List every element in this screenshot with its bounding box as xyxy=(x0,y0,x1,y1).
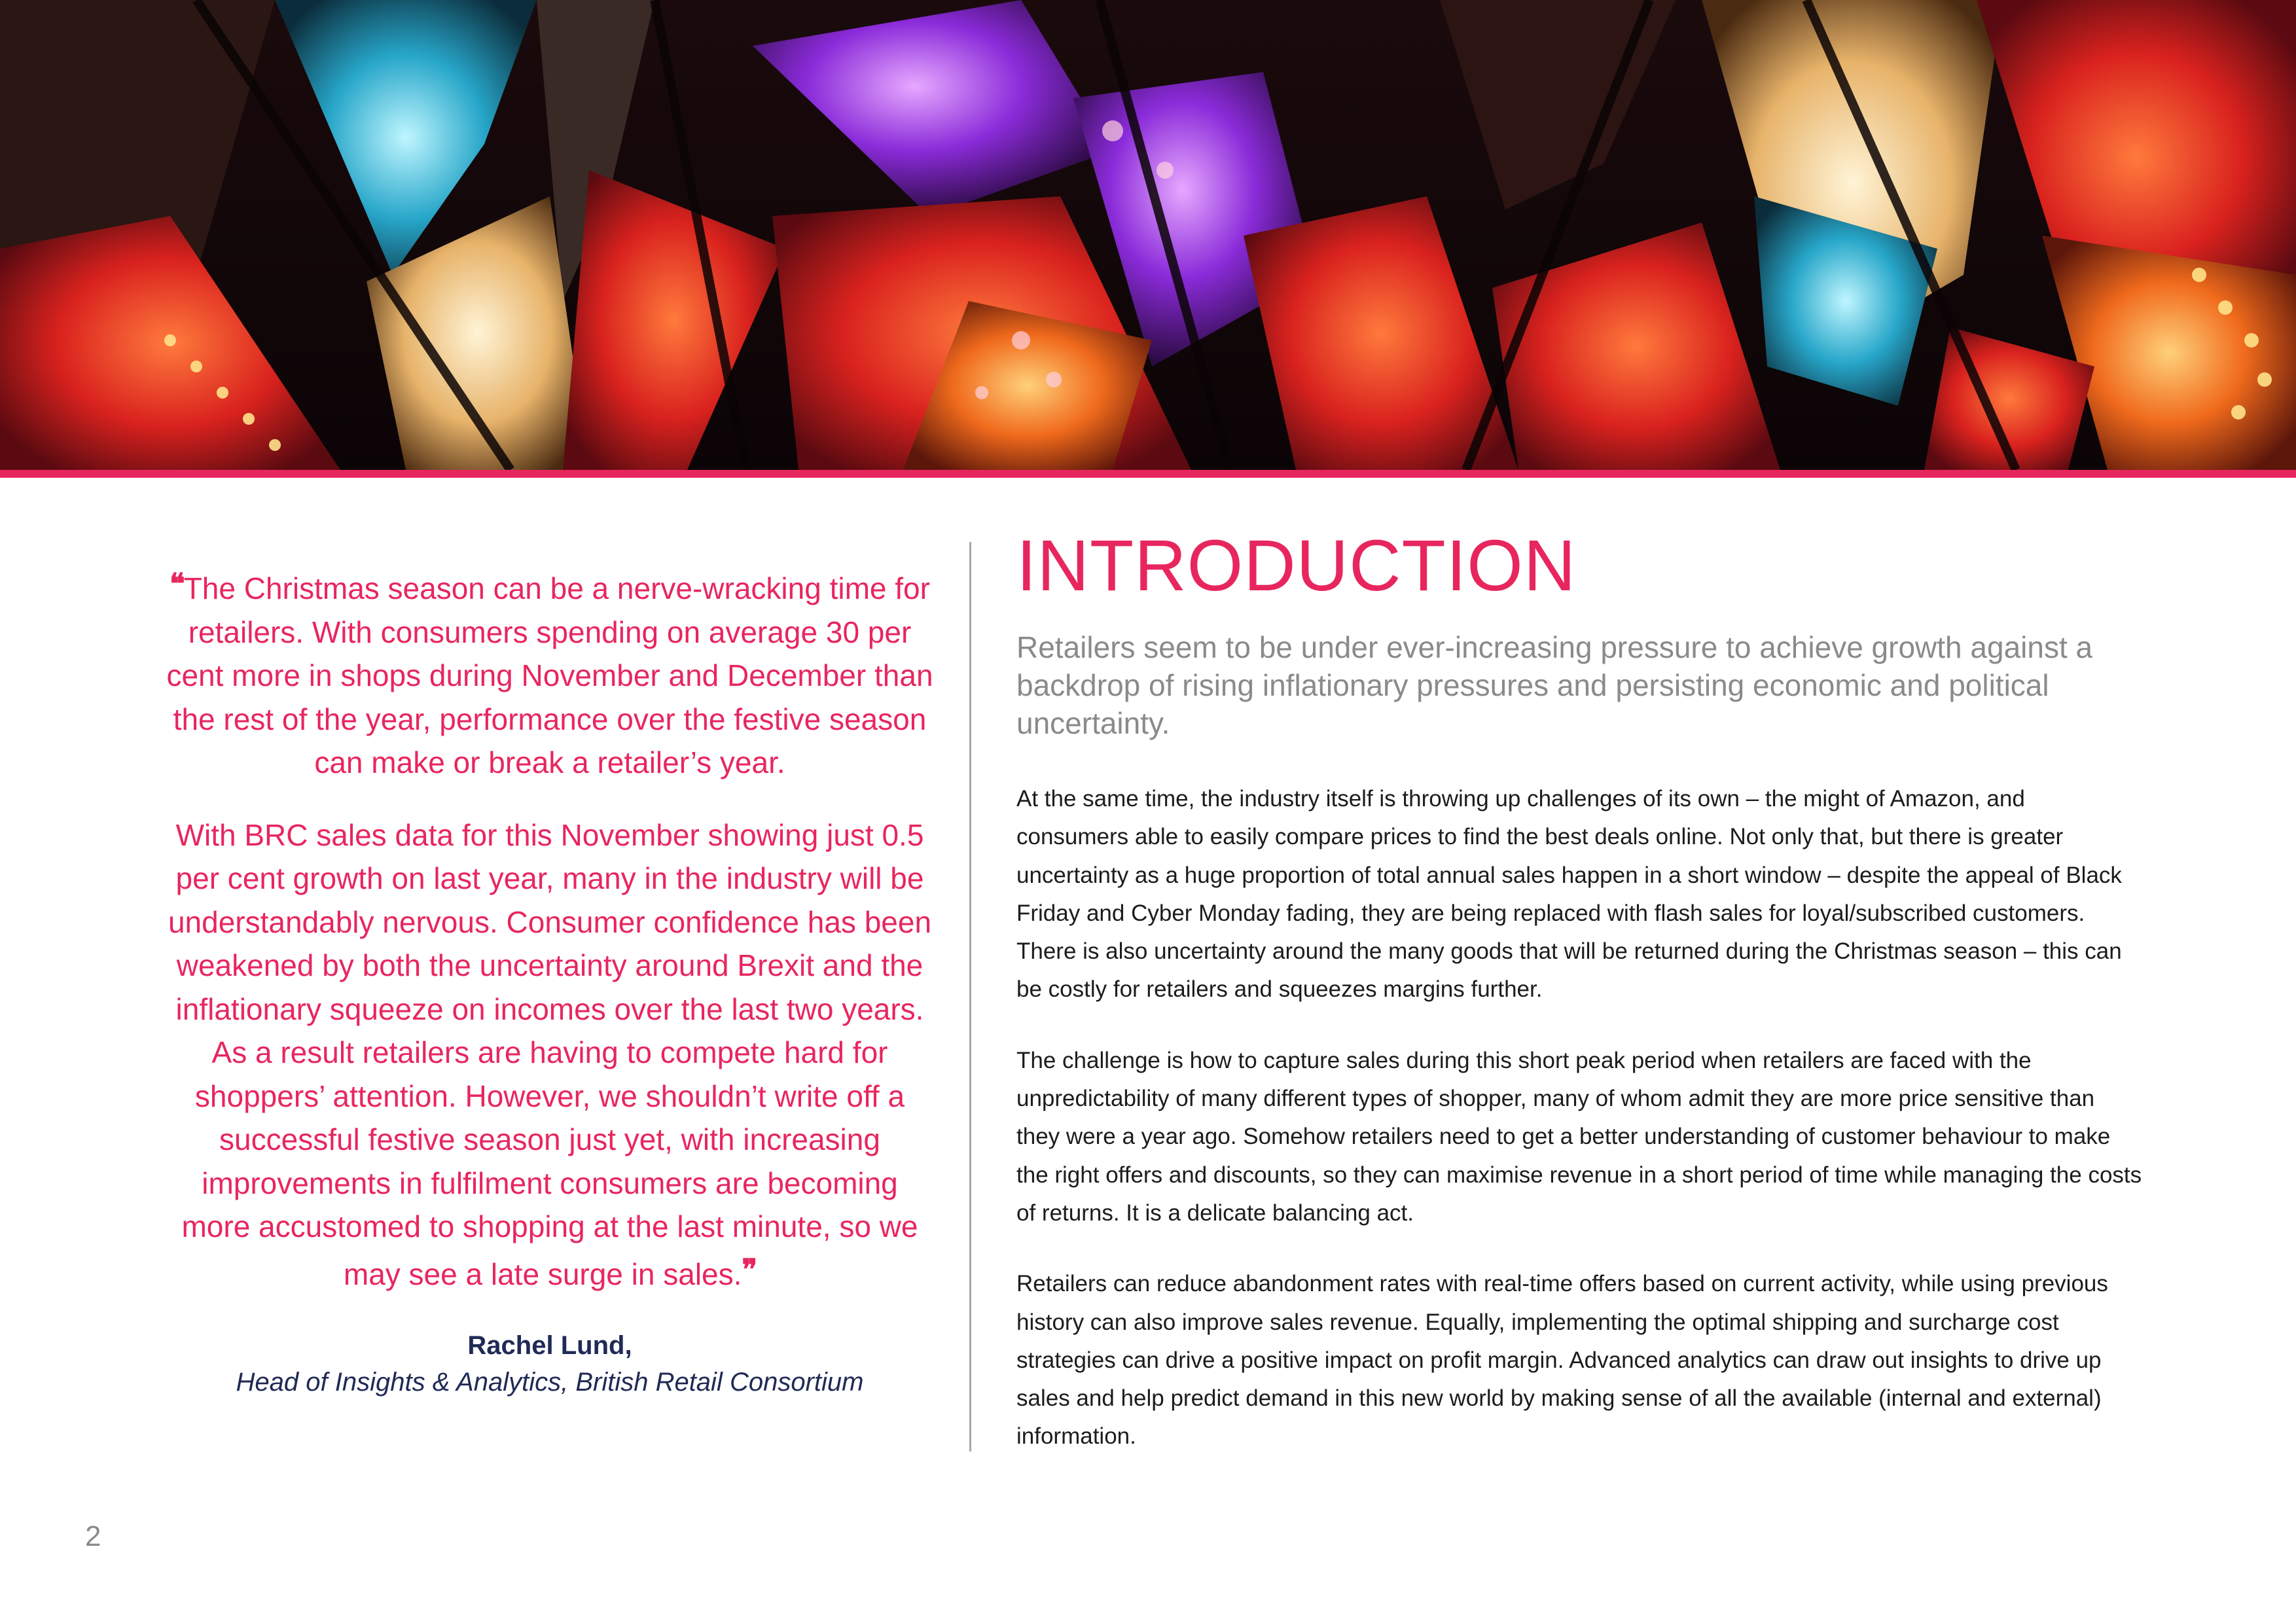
close-quote-icon: ❞ xyxy=(742,1253,757,1287)
pull-quote xyxy=(164,563,936,1400)
body-paragraph: The challenge is how to capture sales during this short peak period when retailers are faced with the unpredictability of many different types of shopper, many of whom admit they are more price sensitive than they were a year ago. Somehow retailers need to get a better understanding of customer behaviour to make the right offers and discounts, so they can maximise revenue in a short period of time while managing the costs of returns. It is a delicate balancing act. xyxy=(1016,1047,2142,1226)
page-number: 2 xyxy=(85,1520,101,1552)
open-quote-icon: ❝ xyxy=(170,567,184,601)
author-name: Rachel Lund, xyxy=(467,1331,632,1360)
hero-banner-image xyxy=(0,0,2296,470)
quote-paragraph-1 xyxy=(164,563,936,785)
lantern-photo xyxy=(0,0,2296,470)
body-paragraph: Retailers can reduce abandonment rates with real-time offers based on current activity, while using previous history can also improve sales revenue. Equally, implementing the optimal shipping and surcharge cost strategies can drive a positive impact on profit margin. Advanced analytics can draw out insights to drive up sales and help predict demand in this new world by making sense of all the available (internal and external) information. xyxy=(1016,1271,2108,1450)
column-divider xyxy=(969,542,971,1452)
quote-attribution xyxy=(164,1327,936,1400)
accent-rule xyxy=(0,470,2296,478)
lead-paragraph: Retailers seem to be under ever-increasing pressure to achieve growth against a backdrop of rising inflationary pressures and persisting economic and political uncertainty. xyxy=(1016,630,2093,740)
article-column xyxy=(1016,524,2142,1456)
quote-text-1: The Christmas season can be a nerve-wracking time for retailers. With consumers spending on average 30 per cent more in shops during November and December than the rest of the year, performance over the festive season can make or break a retailer’s year. xyxy=(166,571,933,779)
page-title: INTRODUCTION xyxy=(1016,526,1577,606)
quote-paragraph-2 xyxy=(164,813,936,1296)
quote-text-2: With BRC sales data for this November showing just 0.5 per cent growth on last year, many in the industry will be understandably nervous. Consumer confidence has been weakened by both the uncertainty around Brexit and the inflationary squeeze on incomes over the last two years. As a result retailers are having to compete hard for shoppers’ attention. However, we shouldn’t write off a successful festive season just yet, with increasing improvements in fulfilment consumers are becoming more accustomed to shopping at the last minute, so we may see a late surge in sales. xyxy=(168,817,932,1291)
body-paragraph: At the same time, the industry itself is throwing up challenges of its own – the might of Amazon, and consumers able to easily compare prices to find the best deals online. Not only that, but there is greater uncertainty as a huge proportion of total annual sales happen in a short window – despite the appeal of Black Friday and Cyber Monday fading, they are being replaced with flash sales for loyal/subscribed customers. There is also uncertainty around the many goods that will be returned during the Christmas season – this can be costly for retailers and squeezes margins further. xyxy=(1016,786,2122,1003)
author-role: Head of Insights & Analytics, British Retail Consortium xyxy=(236,1368,864,1397)
